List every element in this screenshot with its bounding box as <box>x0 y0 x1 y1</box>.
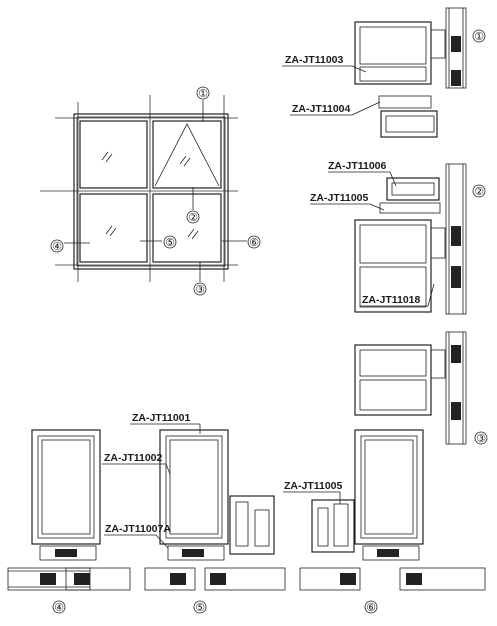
svg-text:④: ④ <box>54 601 64 614</box>
glass-unit-top <box>446 8 466 88</box>
label-ZA-JT11001: ZA-JT11001 <box>132 412 191 424</box>
elevation-marker-5 <box>164 236 176 249</box>
svg-text:③: ③ <box>195 283 205 296</box>
svg-text:①: ① <box>198 87 208 100</box>
label-ZA-JT11005-vertical: ZA-JT11005 <box>310 192 369 204</box>
glass-strips <box>8 568 485 590</box>
elevation-marker-3 <box>194 283 206 296</box>
svg-text:①: ① <box>474 30 484 43</box>
label-ZA-JT11006: ZA-JT11006 <box>328 160 387 172</box>
section-marker-1 <box>473 30 485 43</box>
section-marker-2 <box>473 185 485 198</box>
svg-text:⑥: ⑥ <box>366 601 376 614</box>
sash-section-5 <box>160 430 274 560</box>
label-ZA-JT11018: ZA-JT11018 <box>362 294 421 306</box>
elevation-marker-2 <box>187 211 199 224</box>
glass-unit-bottom <box>446 332 466 444</box>
section-marker-4 <box>53 601 65 614</box>
svg-text:⑤: ⑤ <box>165 236 175 249</box>
horizontal-sections <box>8 412 485 614</box>
svg-text:②: ② <box>474 185 484 198</box>
section-marker-5 <box>194 601 206 614</box>
label-ZA-JT11007A: ZA-JT11007A <box>105 523 171 535</box>
window-elevation <box>40 87 260 296</box>
glass-unit-middle <box>446 164 466 314</box>
label-ZA-JT11005-horizontal: ZA-JT11005 <box>284 480 343 492</box>
svg-text:③: ③ <box>476 432 486 445</box>
label-ZA-JT11004: ZA-JT11004 <box>292 103 351 115</box>
elevation-marker-1 <box>197 87 209 100</box>
section-marker-6 <box>365 601 377 614</box>
section-marker-3 <box>475 432 487 445</box>
label-ZA-JT11003: ZA-JT11003 <box>285 54 344 66</box>
svg-text:⑥: ⑥ <box>249 236 259 249</box>
vertical-section <box>282 8 487 445</box>
svg-text:②: ② <box>188 211 198 224</box>
svg-text:④: ④ <box>52 240 62 253</box>
elevation-marker-4 <box>51 240 63 253</box>
sash-section-6 <box>312 430 423 560</box>
sash-section-4 <box>32 430 100 560</box>
label-ZA-JT11002: ZA-JT11002 <box>104 452 163 464</box>
elevation-marker-6 <box>248 236 260 249</box>
svg-text:⑤: ⑤ <box>195 601 205 614</box>
